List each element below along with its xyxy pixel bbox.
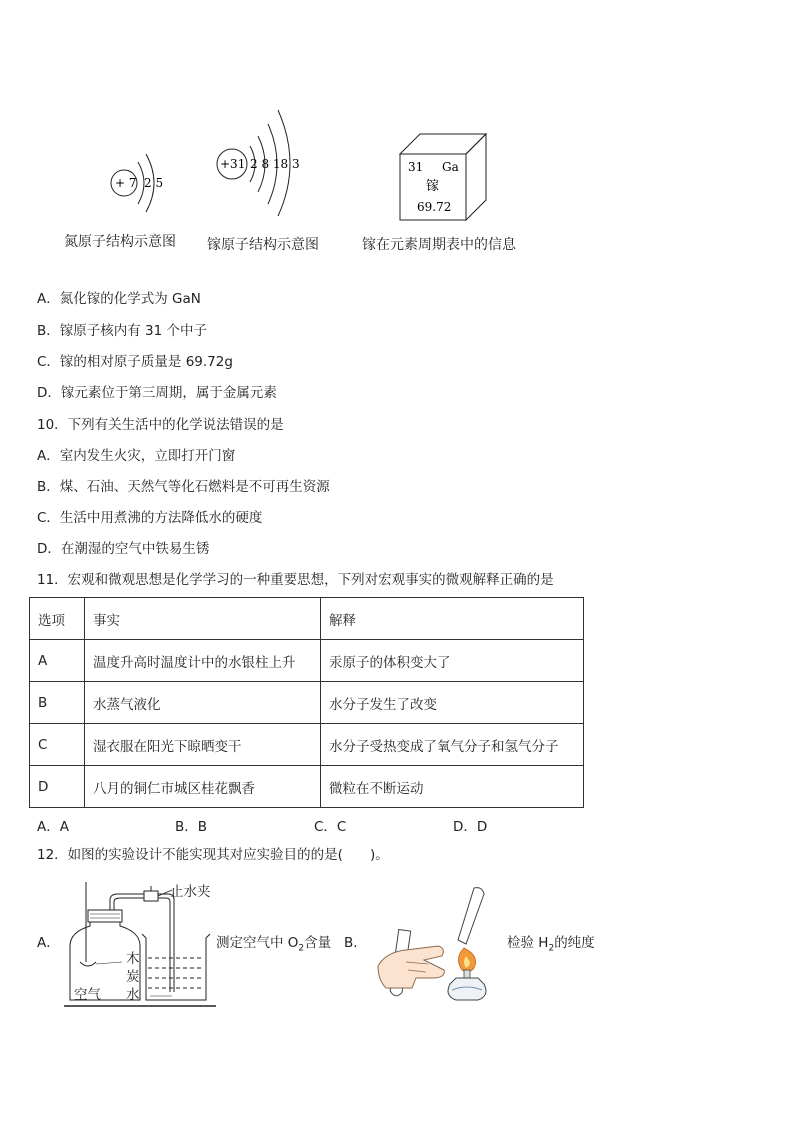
charcoal-label-2: 炭	[126, 969, 140, 985]
table-header-cell: 选项	[30, 598, 85, 640]
table-row	[30, 640, 584, 682]
table-cell: 温度升高时温度计中的水银柱上升	[85, 640, 321, 682]
q12-option-a-text-pre: 测定空气中 O	[216, 935, 299, 951]
q10-option-d: D．在潮湿的空气中铁易生锈	[37, 541, 210, 557]
q11-table	[29, 597, 584, 808]
q12-option-a-text	[216, 934, 331, 958]
gallium-caption: 镓原子结构示意图	[207, 237, 319, 253]
nitrogen-atom-diagram	[100, 140, 180, 220]
q12-option-a-label: A．	[37, 935, 60, 951]
hydrogen-purity-test-image	[372, 884, 504, 1004]
nitrogen-nucleus-label: + 7	[115, 176, 137, 190]
q9-option-a: A．氮化镓的化学式为 GaN	[37, 291, 201, 307]
clamp-label: 止水夹	[170, 884, 211, 900]
q11-answer-b: B．B	[175, 819, 208, 835]
table-cell: 水分子发生了改变	[321, 682, 584, 724]
table-row	[30, 766, 584, 808]
q9-option-d: D．镓元素位于第三周期，属于金属元素	[37, 385, 277, 401]
q12-option-b-label: B．	[344, 935, 367, 951]
gallium-shells-label: 2 8 18 3	[250, 157, 300, 171]
table-header-cell: 事实	[85, 598, 321, 640]
q11-answer-c: C．C	[314, 819, 347, 835]
table-cell: D	[30, 766, 85, 808]
atomic-mass: 69.72	[417, 200, 452, 214]
table-header-row	[30, 598, 584, 640]
nitrogen-caption: 氮原子结构示意图	[64, 234, 176, 250]
periodic-caption: 镓在元素周期表中的信息	[362, 237, 516, 253]
table-cell: B	[30, 682, 85, 724]
table-cell: 水分子受热变成了氧气分子和氢气分子	[321, 724, 584, 766]
water-label: 水	[126, 987, 140, 1003]
q10-option-c: C．生活中用煮沸的方法降低水的硬度	[37, 510, 263, 526]
q10-option-a: A．室内发生火灾，立即打开门窗	[37, 448, 236, 464]
q12-option-b-text-post: 的纯度	[554, 935, 595, 951]
periodic-table-cell	[396, 130, 492, 226]
table-header-cell: 解释	[321, 598, 584, 640]
q11-answer-a: A．A	[37, 819, 69, 835]
element-symbol: Ga	[442, 160, 459, 174]
table-cell: A	[30, 640, 85, 682]
gallium-nucleus-label: +31	[220, 157, 246, 171]
q12-option-b-text	[507, 934, 595, 958]
table-cell: C	[30, 724, 85, 766]
subscript: 2	[298, 943, 305, 954]
q12-option-a-text-post: 含量	[304, 935, 332, 951]
table-row	[30, 724, 584, 766]
q11-stem: 11．宏观和微观思想是化学学习的一种重要思想，下列对宏观事实的微观解释正确的是	[37, 572, 554, 588]
table-cell: 湿衣服在阳光下晾晒变干	[85, 724, 321, 766]
charcoal-label-1: 木	[126, 951, 140, 967]
q12-stem: 12．如图的实验设计不能实现其对应实验目的的是( )。	[37, 847, 389, 863]
air-label: 空气	[74, 987, 101, 1003]
nitrogen-shells-label: 2 5	[144, 176, 164, 190]
q10-option-b: B．煤、石油、天然气等化石燃料是不可再生资源	[37, 479, 330, 495]
atomic-number: 31	[408, 160, 424, 174]
table-row	[30, 682, 584, 724]
q11-answer-d: D．D	[453, 819, 488, 835]
table-cell: 水蒸气液化	[85, 682, 321, 724]
table-cell: 八月的铜仁市城区桂花飘香	[85, 766, 321, 808]
q10-stem: 10．下列有关生活中的化学说法错误的是	[37, 417, 284, 433]
subscript: 2	[548, 943, 555, 954]
gallium-atom-diagram	[210, 100, 310, 220]
q12-option-b-text-pre: 检验 H	[507, 935, 549, 951]
element-name: 镓	[426, 179, 440, 194]
q9-option-b: B．镓原子核内有 31 个中子	[37, 323, 208, 339]
q9-option-c: C．镓的相对原子质量是 69.72g	[37, 354, 233, 370]
table-cell: 汞原子的体积变大了	[321, 640, 584, 682]
table-cell: 微粒在不断运动	[321, 766, 584, 808]
